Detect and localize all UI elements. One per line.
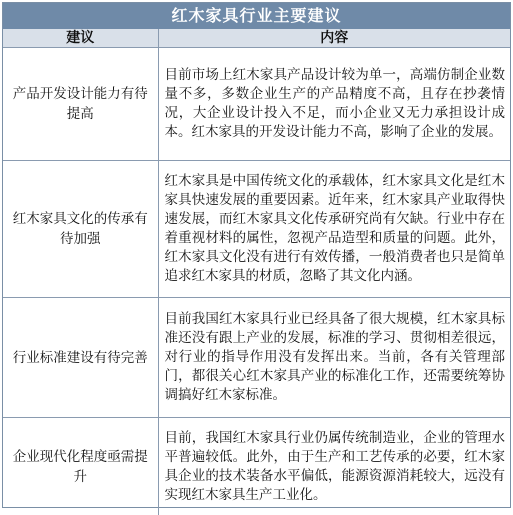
- row-suggestion: 行业标准建设有待完善: [3, 298, 158, 418]
- table-row: [3, 48, 510, 161]
- row-content: 目前，我国红木家具行业仍属传统制造业，企业的管理水平普遍较低。此外，由于生产和工艺传承的必要，红木家具企业的技术装备水平偏低，能源资源消耗较大，远没有实现红木家具生产工业化。: [158, 418, 510, 515]
- header-suggestion: 建议: [3, 29, 158, 48]
- row-suggestion: 产品开发设计能力有待提高: [3, 48, 158, 161]
- table-row: [3, 298, 510, 418]
- row-content: 目前我国红木家具行业已经具备了很大规模，红木家具标准还没有跟上产业的发展，标准的学习、贯彻相差很远，对行业的指导作用没有发挥出来。当前，各有关管理部门，都很关心红木家具产业的标准化工作，还需要统筹协调搞好红木家标准。: [158, 298, 510, 418]
- row-suggestion: 红木家具文化的传承有待加强: [3, 161, 158, 298]
- row-content: 目前市场上红木家具产品设计较为单一，高端仿制企业数量不多，多数企业生产的产品精度不高，且存在抄袭情况，大企业设计投入不足，而小企业又无力承担设计成本。红木家具的开发设计能力不高，影响了企业的发展。: [158, 48, 510, 161]
- table-row: [3, 418, 510, 515]
- row-content: 红木家具是中国传统文化的承载体，红木家具文化是红木家具快速发展的重要因素。近年来，红木家具产业取得快速发展，而红木家具文化传承研究尚有欠缺。行业中存在着重视材料的属性，忽视产品造型和质量的问题。此外，红木家具文化没有进行有效传播，一般消费者也只是简单追求红木家具的材质，忽略了其文化内涵。: [158, 161, 510, 298]
- table-title: 红木家具行业主要建议: [3, 3, 510, 29]
- suggestions-table: [3, 29, 510, 515]
- table-row: [3, 161, 510, 298]
- row-suggestion: 企业现代化程度亟需提升: [3, 418, 158, 515]
- header-content: 内容: [158, 29, 510, 48]
- suggestions-table-panel: [2, 2, 511, 508]
- table-header-row: [3, 29, 510, 48]
